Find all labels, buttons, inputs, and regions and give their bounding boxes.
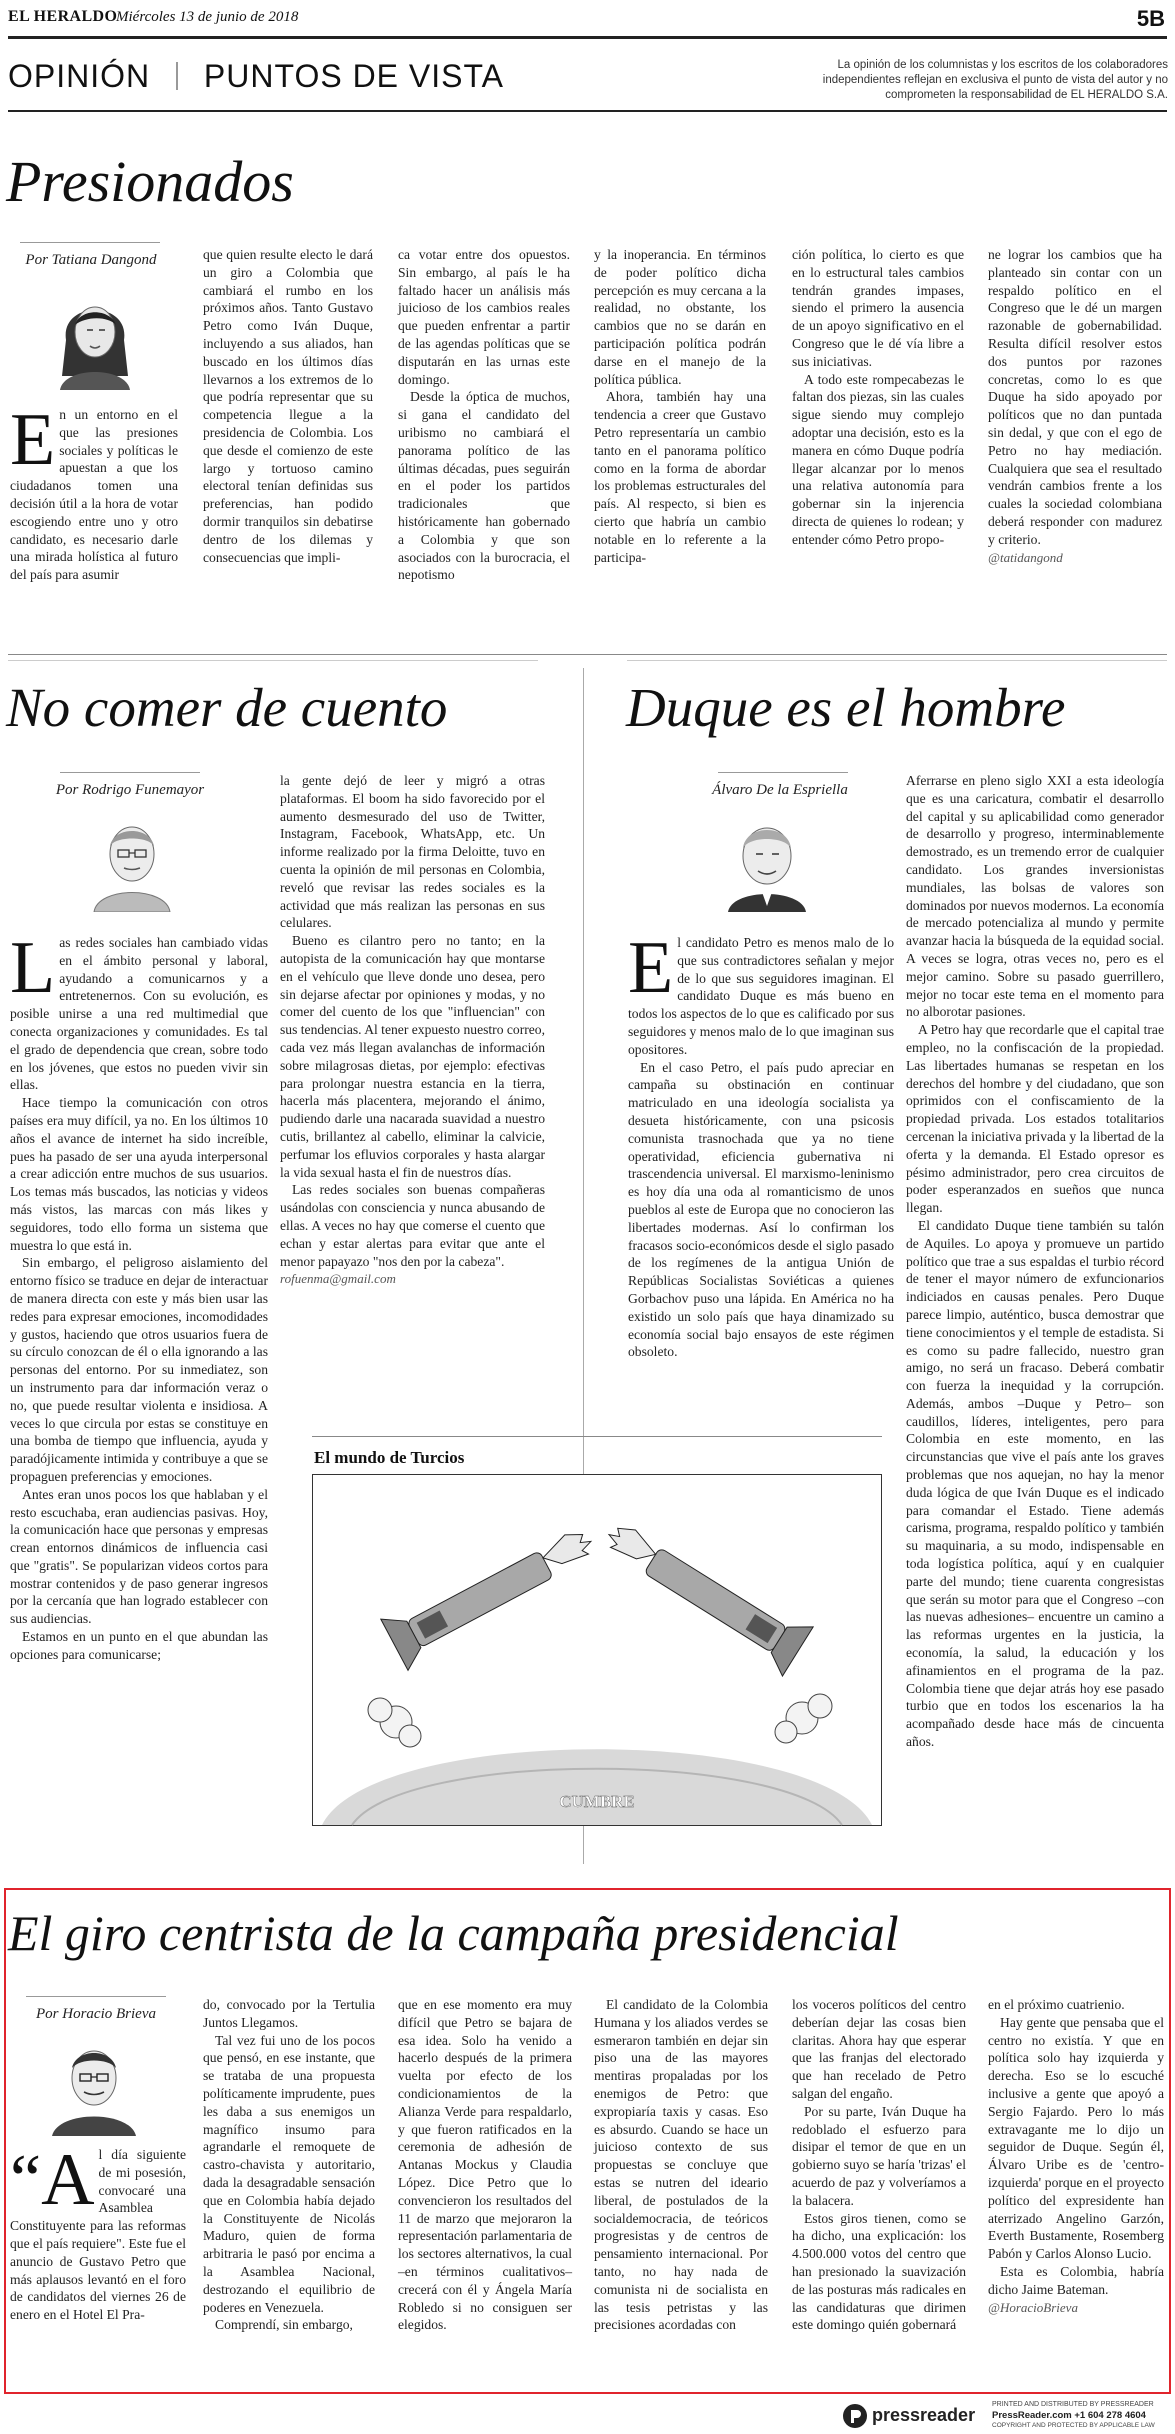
article-headline: El giro centrista de la campaña presidencial (8, 1905, 899, 1961)
paragraph: Las redes sociales son buenas compañeras usándolas con consciencia y nunca abusando de ellas. A veces no hay que comerse el cuento que echan y estar alertas para evitar que ante el menor papayazo "nos den por la cabeza". (280, 1182, 545, 1269)
paragraph: El candidato de la Colombia Humana y los aliados verdes se esmeraron también en dejar sin piso una de las mayores mentiras propaladas por los enemigos de Petro: que expropiaría taxis y casas. Eso es absurdo. Cuando se hace un juicioso contexto de sus propuestas se concluye que estas se nutren del ideario liberal, de postulados de la socialdemocracia, de teóricos progresistas y de centros de pensamiento internacional. Por tanto, no hay nada de comunista ni de socialista en las tesis petristas y las precisiones acordadas con (594, 1997, 768, 2333)
article-column-1 (10, 2139, 186, 2324)
paragraph: Estamos en un punto en el que abundan las opciones para comunicarse; (10, 1629, 268, 1662)
cartoon-title: El mundo de Turcios (314, 1448, 465, 1467)
section-separator (627, 660, 1167, 661)
cartoon-caption: CUMBRE (559, 1792, 635, 1811)
pressreader-logo-icon (842, 2403, 868, 2429)
paragraph: y la inoperancia. En términos de poder político dicha percepción es muy cercana a la realidad, no obstante, los cambios que no se darán en participación política podrán darse en el manejo de la política pública. (594, 247, 766, 387)
paragraph: A Petro hay que recordarle que el capital trae empleo, no la confiscación de la propiedad. Las libertades humanas se respetan en los derechos del hombre y del ciudadano, que son oprimidos con el confiscamiento de la propiedad privada. Los estados totalitarios cercenan la iniciativa privada y la libertad de la oferta y la demanda. El Estado opresor es pésimo administrador, pero crea circuitos de poder esperanzados en sueños que nunca llegan. (906, 1022, 1164, 1216)
paragraph: Estos giros tienen, como se ha dicho, una explicación: los 4.500.000 votos del centro que han presionado la suavización de las posturas más radicales en las candidaturas que dirimen este domingo quién gobernará (792, 2210, 966, 2333)
byline-rule (60, 772, 200, 773)
article-column-3 (398, 246, 570, 584)
paragraph: que en ese momento era muy difícil que Petro se bajara de esa idea. Solo ha venido a hacerlo después de la primera vuelta por efecto de los condicionamientos de la Alianza Verde para respaldarlo, y que fueron ratificados en la ceremonia de adhesión de Antanas Mockus y Claudia López. Dice Petro que lo convencieron los resultados del 11 de marzo que mejoraron la representación parlamentaria de los sectores alternativos, la cual –en términos cualitativos– crecerá con él y Ángela María Robledo si no consiguen ser elegidos. (398, 1997, 572, 2333)
quote-mark: “ (10, 2141, 42, 2218)
drop-cap: E (628, 927, 674, 1009)
paragraph: Hay gente que pensaba que el centro no existía. Y que en política solo hay izquierda y derecha. Eso se lo escuché inclusive a gente que apoyó a Sergio Fajardo. Pero lo más extravagante me lo dijo un seguidor de Duque. Según él, Álvaro Uribe es de 'centro-izquierda' porque en el proyecto político del expresidente han aterrizado Angelino Garzón, Everth Bustamente, Rosemberg Pabón y Carlos Alonso Lucio. (988, 2014, 1164, 2262)
paragraph: as redes sociales han cambiado vidas en el ámbito personal y laboral, ayudando a comunicarnos y a entretenernos. Con su evolución, es posible unirse a una red multimedial que conecta organizaciones y comunidades. Es tal el grado de dependencia que crean, sobre todo en los jóvenes, que estos no pueden vivir sin ellas. (10, 935, 268, 1093)
byline-rule (718, 772, 848, 773)
article-column-2 (203, 246, 373, 566)
paragraph: en el próximo cuatrienio. (988, 1997, 1125, 2012)
drop-cap: A (41, 2139, 95, 2221)
author-portrait (48, 2032, 140, 2136)
author-handle: @tatidangond (988, 549, 1063, 565)
section-separator (8, 660, 538, 661)
paragraph: do, convocado por la Tertulia Juntos Llegamos. (203, 1997, 375, 2030)
paragraph: ca votar entre dos opuestos. Sin embargo, al país le ha faltado hacer un análisis más juicioso de los cambios reales que pueden enfrentar a partir de las agendas políticas que se disputarán en las urnas este domingo. (398, 247, 570, 387)
article-column-2 (906, 772, 1164, 1751)
paragraph: los voceros políticos del centro deberían dejar las cosas bien claritas. Ahora hay que esperar que las franjas del electorado que han recelado de Petro salgan del engaño. (792, 1997, 966, 2101)
author-handle: @HoracioBrieva (988, 2299, 1078, 2315)
paragraph: Tal vez fui uno de los pocos que pensó, en ese instante, que se trataba de una propuesta políticamente imprudente, pues les daba a sus enemigos un magnífico insumo para agrandarle el remoquete de castro-chavista y autoritario, dada la desagradable sensación que en Colombia había dejado la Constituyente de Nicolás Maduro, quien de forma arbitraria le pasó por encima a la Asamblea Nacional, destrozando el equilibrio de poderes en Venezuela. (203, 2032, 375, 2315)
paragraph: ne lograr los cambios que ha planteado sin contar con un respaldo político en el Congreso que le dé un margen razonable de gobernabilidad. Resulta difícil resolver estos dos puntos por razones concretas, como lo es que Duque ha sido apoyado por políticos que no dan puntada sin dedal, y que con el ego de Petro no hay mediación. Cualquiera que sea el resultado vendrán cambios frente a los cuales la sociedad colombiana deberá responder con madurez y criterio. (988, 247, 1162, 547)
article-byline: Por Horacio Brieva (36, 2006, 156, 2022)
section-separator (8, 654, 1167, 655)
section-name: OPINIÓN (8, 58, 151, 94)
byline-rule (26, 1996, 166, 1997)
article-column-1 (628, 927, 894, 1361)
newspaper-name: EL HERALDO (8, 8, 118, 25)
drop-cap: L (10, 927, 56, 1009)
article-column-5 (792, 1996, 966, 2334)
paragraph: n un entorno en el que las presiones sociales y políticas le apuestan a que los ciudadanos tomen una decisión útil a la hora de votar escogiendo entre uno y otro candidato, es necesario darle una mirada holística al futuro del país para asumir (10, 407, 178, 583)
paragraph: Esta es Colombia, habría dicho Jaime Bateman. (988, 2263, 1164, 2297)
author-email: rofuenma@gmail.com (280, 1271, 396, 1287)
section-divider (176, 62, 178, 90)
paragraph: l día siguiente de mi posesión, convocaré una Asamblea Constituyente para las reformas que el país requiere". Este fue el anuncio de Gustavo Petro que más aplausos levantó en el foro de candidatos del viernes 26 de enero en el Hotel El Pra- (10, 2147, 186, 2323)
section-subname: PUNTOS DE VISTA (203, 58, 504, 94)
article-column-3 (398, 1996, 572, 2334)
paragraph: Por su parte, Iván Duque ha redoblado el esfuerzo para disipar el temor de que en un gobierno suyo se haría 'trizas' el acuerdo de paz y volveríamos a la balacera. (792, 2103, 966, 2208)
article-column-4 (594, 246, 766, 566)
paragraph: Comprendí, sin embargo, (215, 2317, 353, 2333)
article-column-6 (988, 246, 1162, 566)
paragraph: la gente dejó de leer y migró a otras plataformas. El boom ha sido favorecido por el aumento desmesurado del uso de Twitter, Instagram, Facebook, WhatsApp, etc. Un informe realizado por la firma Deloitte, tuvo en cuenta la opinión de mil personas en Colombia, reveló que revisar las redes sociales es la actividad que más realizan las personas en sus celulares. (280, 773, 545, 931)
article-column-4 (594, 1996, 768, 2334)
article-headline: No comer de cuento (6, 677, 448, 738)
article-byline: Por Tatiana Dangond (25, 252, 157, 268)
paragraph: En el caso Petro, el país pudo apreciar en campaña su obstinación en continuar matriculado en una ideología socialista ya desueta históricamente, con una psicosis comunista trasnochada que ya no tiene operatividad, eficiencia gubernativa ni trascendencia universal. El marxismo-leninismo es hoy día una oda al romanticismo de unos pueblos al este de Europa que no conocieron las libertades modernas. Así lo confirman los fracasos socio-económicos desde el siglo pasado de los regímenes de la antigua Unión de Repúblicas Socialistas Soviéticas a quienes Gorbachov puso una lápida. En América no ha existido un solo país que haya dinamizado su economía social bajo ensayos de este régimen obsoleto. (628, 1059, 894, 1360)
section-disclaimer: La opinión de los columnistas y los escritos de los colaboradores independientes reflejan en exclusiva el punto de vista del autor y no comprometen la responsabilidad de EL HERALDO S.A. (822, 59, 1168, 101)
article-column-6 (988, 1996, 1164, 2316)
article-column-1 (10, 927, 268, 1664)
paragraph: Desde la óptica de muchos, si gana el candidato del uribismo no cambiará el panorama político de las últimas décadas, pues seguirán en el poder los partidos tradicionales que históricamente han gobernado a Colombia y que son asociados con la burocracia, el nepotismo (398, 389, 570, 583)
article-headline: Duque es el hombre (626, 677, 1066, 738)
paragraph: Ahora, también hay una tendencia a creer que Gustavo Petro representaría un cambio tanto en el panorama político como en la forma de abordar los problemas estructurales del país. Al respecto, si bien es cierto que habría un cambio notable en lo referente a la participa- (594, 389, 766, 565)
article-column-2 (203, 1996, 375, 2334)
paragraph: El candidato Duque tiene también su talón de Aquiles. Lo apoya y promueve un partido político que trae a sus espaldas el turbio récord de tener el mayor número de exfuncionarios indiciados en causas penales. Pero Duque parece limpio, auténtico, busca demostrar que tiene conocimientos y el temple de estadista. Si es como su padre fallecido, nuestro gran amigo, no será un fracaso. Deberá combatir con fuerza la inequidad y la corrupción. Además, ambos –Duque y Petro– son caudillos, líderes, inteligentes, pero para Colombia en este momento, en las circunstancias que vive el país ante los graves problemas que nos aquejan, no hay la menor duda lógica de que Iván Duque es el indicado para comandar el Estado. Tiene además carisma, programa, respaldo político y también su maquinaria, a su modo, indispensable en toda logística política, aquí y en cualquier parte del mundo; tiene cuarenta congresistas que serán su motor para que el Congreso –con las nuevas adhesiones– encuentre un camino a las reformas urgentes en la justicia, la economía, la salud, la educación y los afinamientos en el programa de la paz. Colombia tiene que dejar atrás hoy ese pasado turbio que en todos los escenarios la ha acompañado desde hace más de cincuenta años. (906, 1217, 1164, 1750)
paragraph: Antes eran unos pocos los que hablaban y el resto escuchaba, eran audiencias pasivas. Hoy, la comunicación hace que personas y empresas crean entornos dinámicos de influencia casi que "gratis". Se popularizan videos cortos para mostrar contenidos y de paso generar ingresos por la cercanía que han logrado establecer con sus audiencias. (10, 1486, 268, 1627)
author-portrait (50, 280, 140, 390)
paragraph: l candidato Petro es menos malo de lo que sus contradictores señalan y mejor de lo que sus seguidores imaginan. El candidato Duque es más bueno en todos los aspectos de lo que es calificado por sus seguidores y menos malo de lo que imaginan sus opositores. (628, 935, 894, 1057)
author-portrait (88, 808, 176, 912)
masthead-rule (8, 36, 1167, 39)
article-column-2 (280, 772, 545, 1288)
article-column-5 (792, 246, 964, 549)
paragraph: Hace tiempo la comunicación con otros países era muy difícil, ya no. En los últimos 10 años el avance de internet ha sido increíble, pues ha pasado de ser una ayuda interpersonal a crear adicción entre muchos de sus usuarios. Los temas más buscados, las noticias y videos más vistos, las marcas con más likes y seguidores, todo ello forma un sistema que muestra lo que está in. (10, 1095, 268, 1253)
drop-cap: E (10, 399, 56, 481)
paragraph: Sin embargo, el peligroso aislamiento del entorno físico se traduce en dejar de interactuar de manera directa con este y más bien usar las redes para expresar emociones, incomodidades y gustos, haciendo que otros usuarios fuera de su círculo conozcan de él o ella ignorando a las personas del entorno. Por su inmediatez, son un instrumento para dar información veraz o no, que puede resultar violenta e insidiosa. A veces lo que circula por estas se constituye en una bomba de tiempo que influencia, ayuda y paradójicamente intimida y contribuye a que se propaguen preferencias y emociones. (10, 1255, 268, 1484)
pressreader-footer (842, 2400, 1172, 2432)
edition-date: Miércoles 13 de junio de 2018 (116, 9, 299, 25)
paragraph: Aferrarse en pleno siglo XXI a esta ideología que es una caricatura, combatir el desarrollo del capital y su aplicabilidad como generador de desarrollo y progreso, interminablemente demostrado, es un tremendo error de cualquier candidato. Los grandes inversionistas mundiales, las bolsas de valores son dominados por nuevos modernos. La economía de mercado potencializa al mundo y permite avanzar hacia la búsqueda de la equidad social. A veces se logra, otras veces no, pero es el mejor camino. Sobre su pasado guerrillero, mejor no tocar este tema en el momento para no alborotar pasiones. (906, 773, 1164, 1020)
author-portrait (722, 808, 812, 912)
article-byline: Por Rodrigo Funemayor (55, 782, 205, 798)
section-rule (8, 110, 1167, 112)
footer-line-1: PRINTED AND DISTRIBUTED BY PRESSREADER (992, 2401, 1154, 2408)
page-number: 5B (1136, 6, 1165, 31)
paragraph: ción política, lo cierto es que en lo estructural tales cambios tendrán grandes impases, siendo el primero la ausencia de un apoyo significativo en el Congreso que le dé vía libre a sus iniciativas. (792, 247, 964, 369)
article-headline: Presionados (6, 149, 294, 214)
article-byline: Álvaro De la Espriella (712, 782, 848, 798)
pressreader-brand: pressreader (872, 2405, 976, 2425)
footer-line-3: COPYRIGHT AND PROTECTED BY APPLICABLE LAW (992, 2422, 1155, 2429)
byline-rule (20, 242, 160, 243)
paragraph: A todo este rompecabezas le faltan dos piezas, sin las cuales sigue siendo muy complejo adoptar una decisión, esto es la manera en cómo Duque podría llegar alcanzar por lo menos una relativa autonomía para gobernar sin la injerencia directa de quienes lo rodean; y entender cómo Petro propo- (792, 371, 964, 547)
section-title (8, 58, 504, 95)
footer-line-2: PressReader.com +1 604 278 4604 (992, 2410, 1146, 2421)
paragraph: Bueno es cilantro pero no tanto; en la autopista de la comunicación hay que montarse en el vehículo que lleve donde uno desea, pero sin dejarse afectar por opiniones y modas, y no comer del cuento de los que "influencian" con sus tendencias. Al tener expuesto nuestro correo, cada vez más llegan avalanchas de información sobre milagrosas dietas, por ejemplo: efectivas para prolongar nuestra estancia en la tierra, hacerla más placentera, mejorando el ánimo, pudiendo darle una nacarada suavidad a nuestro cutis, brillantez al cabello, eliminar la calvicie, perfumar los efluvios corporales y hasta alargar la vida sexual hasta el fin de nuestros días. (280, 933, 545, 1180)
article-column-1 (10, 399, 178, 584)
cartoon-rule (312, 1436, 882, 1437)
cartoon-illustration (312, 1474, 882, 1826)
paragraph: que quien resulte electo le dará un giro a Colombia que cambiará el rumbo en los próximos años. Tanto Gustavo Petro como Iván Duque, incluyendo a sus aliados, han buscado en los últimos días llevarnos a los extremos de lo que podría representar que su competencia llegue a la presidencia de Colombia. Los que desde el comienzo de este largo y tortuoso camino electoral tenían definidas sus preferencias, han podido dormir tranquilos sin debatirse dentro de los dilemas y consecuencias que impli- (203, 247, 373, 565)
